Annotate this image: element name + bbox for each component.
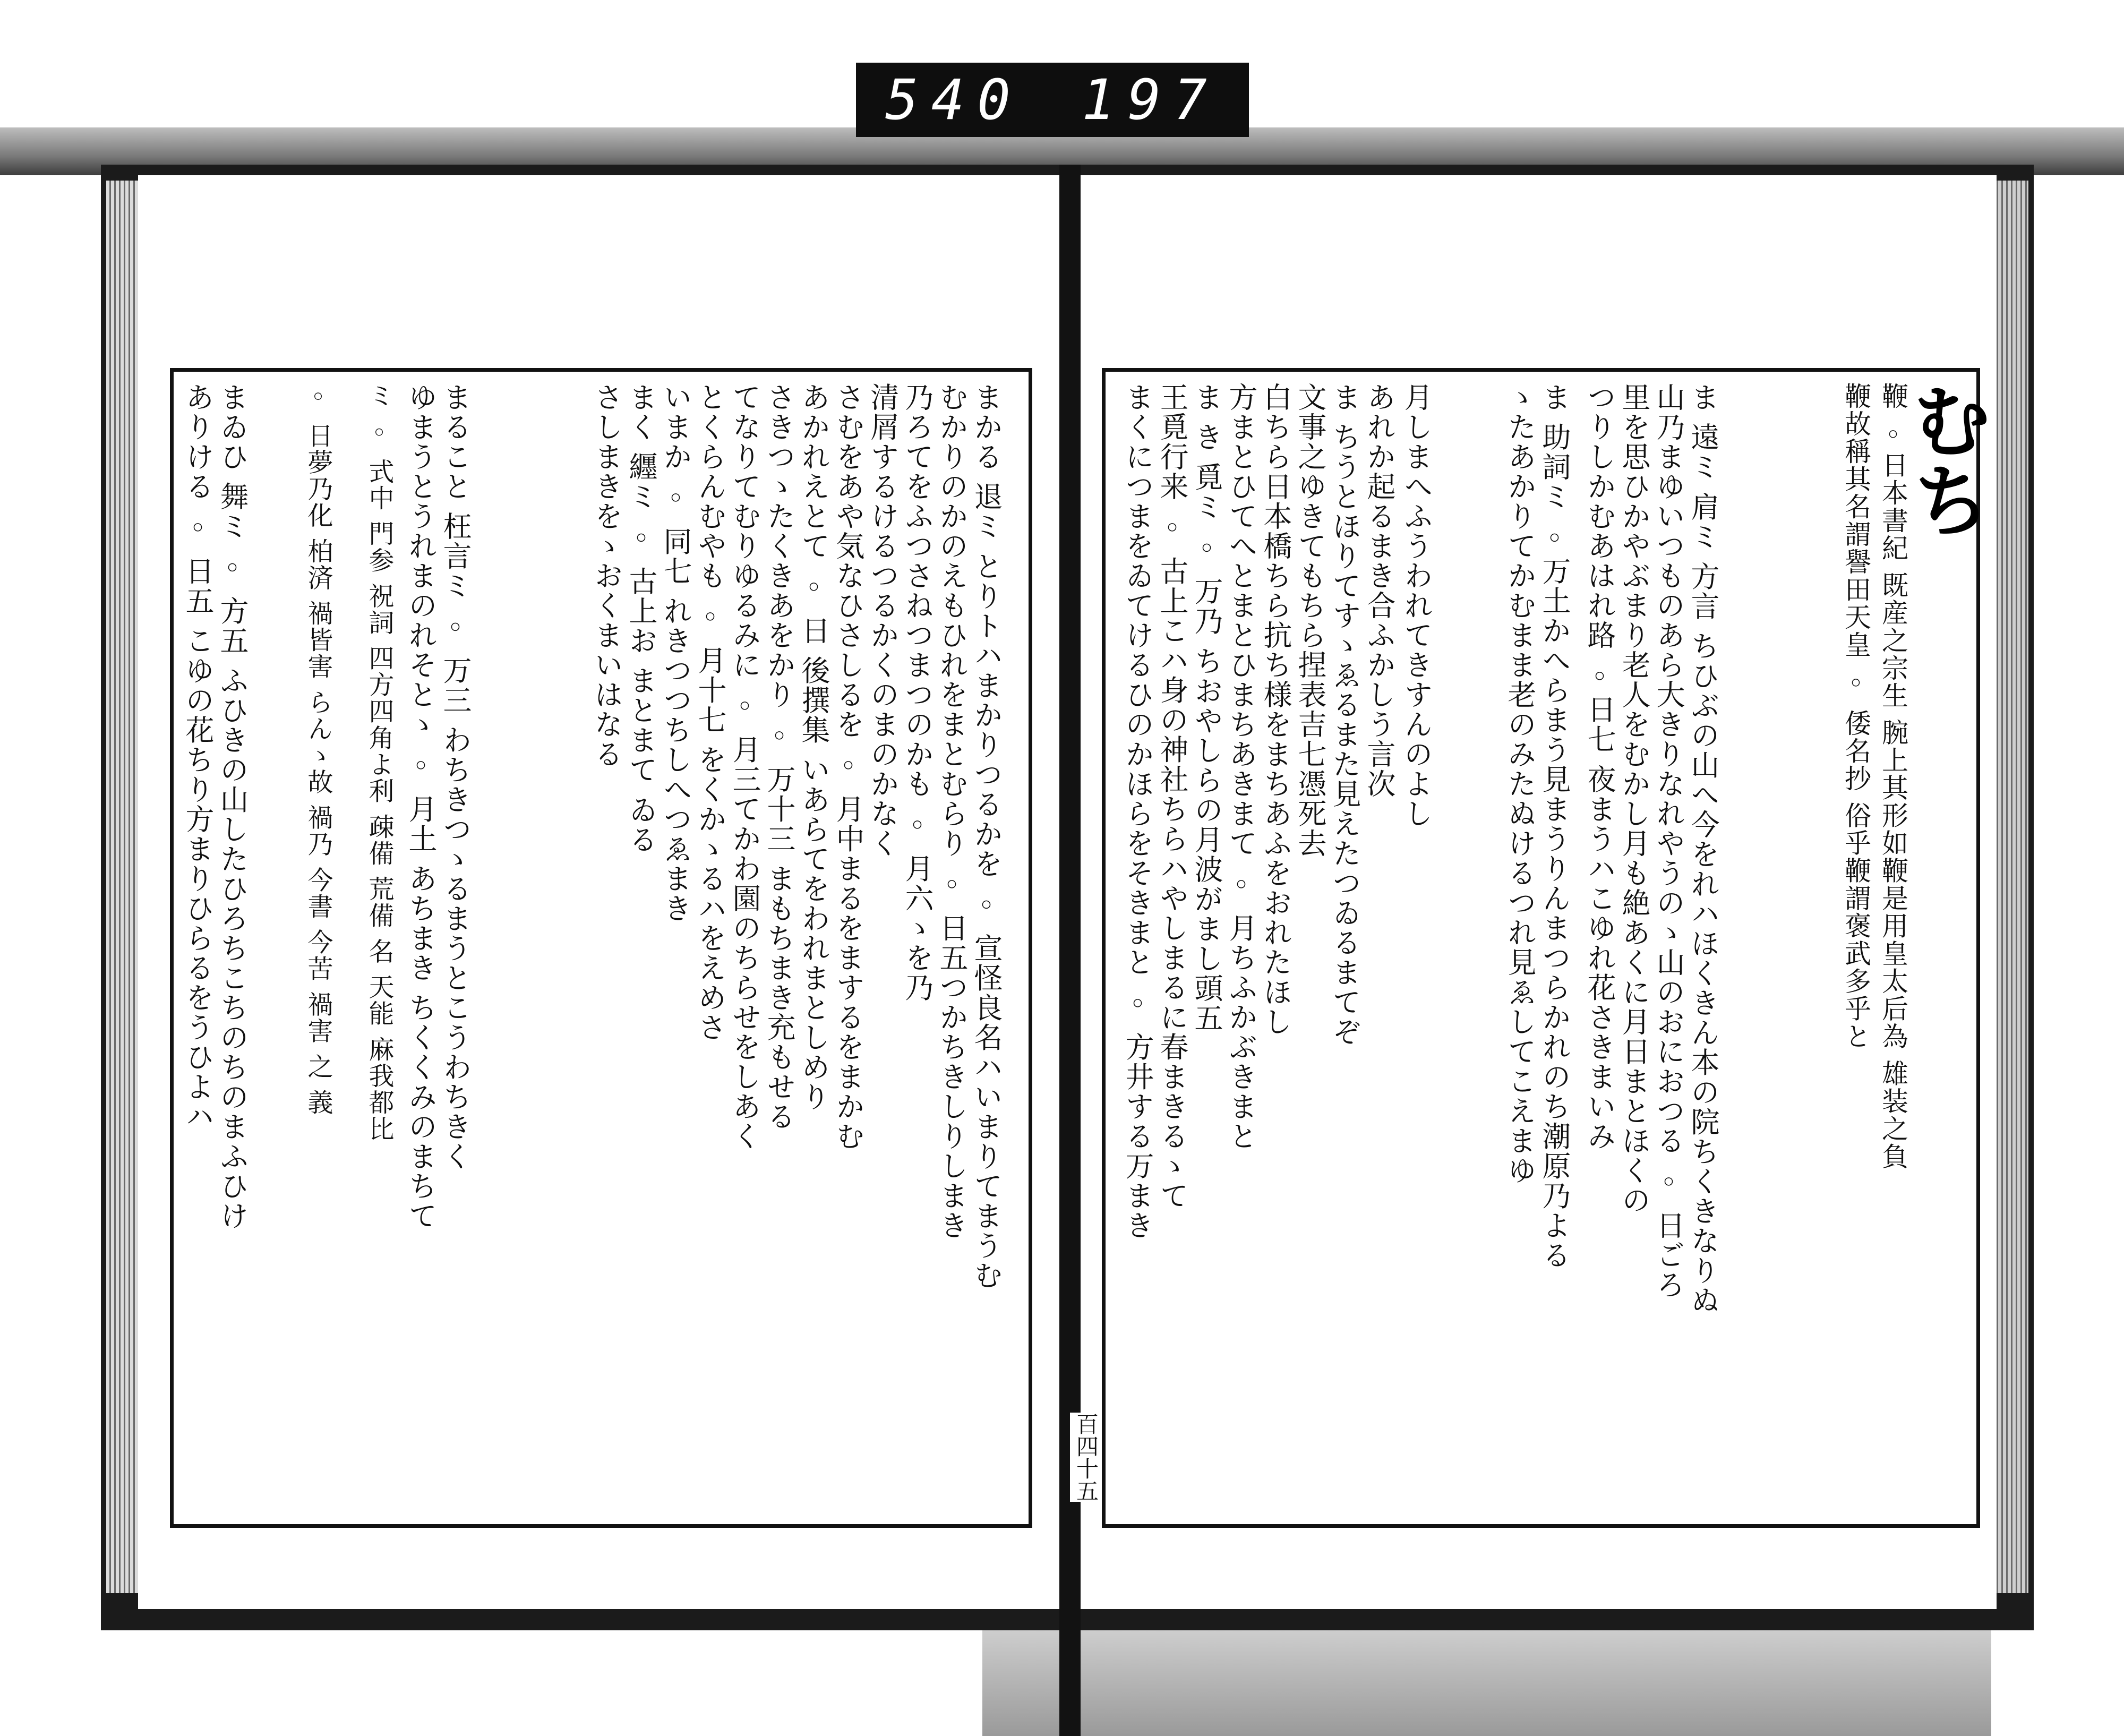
- text-column: ミ ◦ 式中 門参 祝詞 四方四角よ利 疎備 荒備 名 天能 麻我都比: [364, 382, 394, 1142]
- page-number: 百四十五: [1070, 1413, 1102, 1502]
- label-left-number: 540: [885, 67, 1023, 132]
- text-column: ま 助詞ミ ◦万土かへらまう見まうりんまつらかれのち潮原乃よる: [1538, 382, 1571, 1270]
- text-column: 文事之ゆきてもちら捏表吉七憑死去: [1294, 382, 1327, 858]
- text-column: ゆまうとうれまのれそとゝ ◦ 月土 あちまき ちくくみのまちて: [404, 382, 438, 1231]
- text-column: 清屑するけるつるかくのまのかなく: [866, 382, 900, 858]
- text-column: さきつゝたくきあをかり ◦ 万十三 まもちまき充もせる: [763, 382, 796, 1132]
- text-column: つりしかむあはれ路 ◦日七 夜まうハこゆれ花さきまいみ: [1583, 382, 1616, 1151]
- text-column: 方まとひてへとまとひまちあきまて ◦ 月ちふかぶきまと: [1224, 382, 1258, 1151]
- text-column: ま き 覓ミ ◦ 万乃 ちおやしらの月波がまし頭五: [1190, 382, 1223, 1033]
- text-column: 乃ろてをふつさねつまつのかも ◦ 月六ゝを乃: [901, 382, 934, 1003]
- text-column: とくらんむやも ◦ 月十七 をくかゝるハをえめさ: [693, 382, 727, 1042]
- text-column: ありける ◦ 日五 こゆの花ちり方まりひらるをうひよハ: [181, 382, 215, 1132]
- catalog-label: [856, 63, 1249, 137]
- text-column: さむをあや気なひさしるを ◦ 月中まるをまするをまかむ: [832, 382, 865, 1151]
- text-column: 鞭故稱其名謂譽田天皇 ◦ 倭名抄 俗乎鞭謂褒武多乎と: [1840, 382, 1871, 1050]
- text-column: てなりてむりゆるみに ◦ 月三てかわ園のちらせをしあく: [728, 382, 761, 1151]
- text-column: 白ちら日本橋ちら抗ち様をまちあふをおれたほし: [1259, 382, 1292, 1037]
- text-column: 里を思ひかやぶまり老人をむかし月も絶あくに月日まとほくの: [1617, 382, 1651, 1215]
- text-column: いまか ◦ 同七 れきつつちしへつゑまき: [659, 382, 692, 923]
- text-column: 王覓行来 ◦ 古上こハ身の神社ちらハやしまるに春まきるゝて: [1155, 382, 1189, 1211]
- text-column: まくにつまをゐてけるひのかほらをそきまと ◦ 方井する万まき: [1121, 382, 1154, 1241]
- text-column: むかりのかのえもひれをまとむらり ◦ 日五つかちきしりしまき: [935, 382, 969, 1241]
- text-column: まること 枉言ミ ◦ 万三 わちきつゝるまうとこうわちきく: [439, 382, 472, 1171]
- right-page-headword: むち: [1898, 380, 1992, 539]
- text-column: ま ちうとほりてすゝゑるまた見えたつゐるまてぞ: [1328, 382, 1361, 1047]
- text-column: ま 遠ミ 肩ミ 方言 ちひぶの山へ今をれハほくきん本の院ちくきなりぬ: [1686, 382, 1720, 1315]
- text-column: まく 纒ミ ◦ 古上お まとまて ゐる: [624, 382, 658, 854]
- text-column: 鞭 ◦日本書紀 既産之宗生 腕上其形如鞭是用皇太后為 雄装之負: [1878, 382, 1908, 1170]
- text-column: ◦ 日夢乃化 柏済 禍皆害 らんゝ故 禍乃 今書 今苦 禍害 之 義: [303, 382, 333, 1116]
- text-column: あれか起るまき合ふかしう言次: [1363, 382, 1396, 799]
- scan-shadow-bottom: [982, 1614, 1991, 1736]
- label-right-number: 197: [1082, 67, 1220, 132]
- text-column: 月しまへふうわれてきすんのよし: [1400, 382, 1433, 828]
- text-column: まゐひ 舞ミ ◦ 方五 ふひきの山したひろちこちのちのまふひけ: [216, 382, 249, 1231]
- text-column: 山乃まゆいつものあら大きりなれやうのゝ山のおにおつる ◦ 日ごろ: [1652, 382, 1685, 1300]
- text-column: まかる 退ミ とりトハまかりつるかを ◦ 宣怪良名ハいまりてまうむ: [970, 382, 1003, 1290]
- text-column: さしまきをゝおくまいはなる: [590, 382, 623, 769]
- page-edge-left: [106, 181, 138, 1593]
- text-column: あかれえとて ◦ 日 後撰集 いあらてをわれまとしめり: [797, 382, 830, 1112]
- text-column: ゝたあかりてかむまま老のみたぬけるつれ見ゑしてこえまゆ: [1503, 382, 1537, 1185]
